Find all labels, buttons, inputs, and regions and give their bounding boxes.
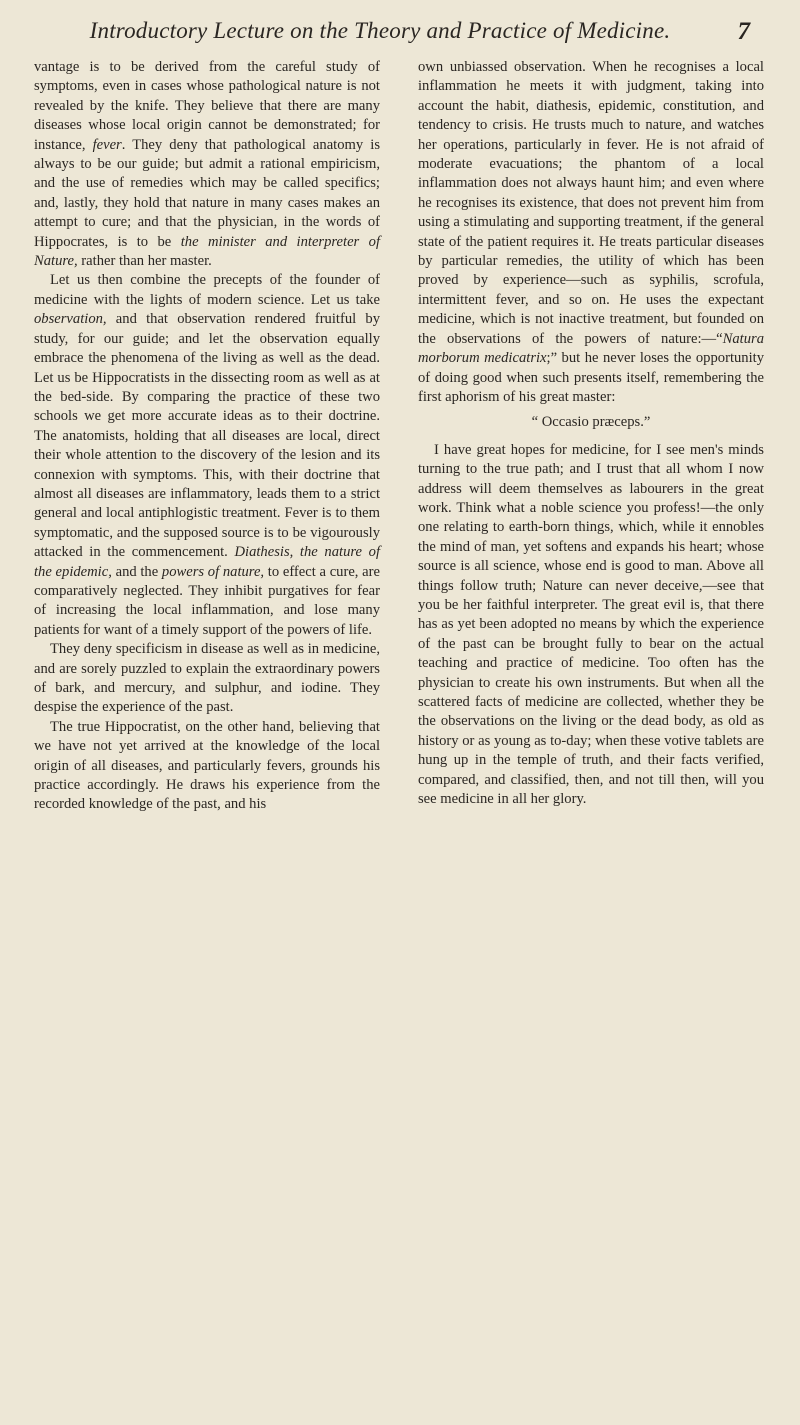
text-run: ;” but he never loses the opportunity of doing good when such presents itself, remembering the first aphorism of his great master: (418, 350, 764, 405)
paragraph: I have great hopes for medicine, for I see men's minds turning to the true path; and I trust that all whom I now address will deem themselves as labourers in the great work. Think what a noble science you profess!—the only one relating to earth-born things, which, while it ennobles the mind of man, yet softens and expands his heart; whose source is all science, whose end is good to man. Above all things follow truth; Nature can never deceive,—see that you be her faithful interpreter. The great evil is, that there has as yet been adopted no means by which the experience of the past can be brought fully to bear on the actual teaching and practice of medicine. Too often has the physician to create his own instruments. But when all the scattered facts of medicine are collected, whether they be the observations on the living or the dead body, as old as history or as young as to-day; when these votive tablets are hung up in the temple of truth, and their facts verified, compared, and classified, then, and not till then, will you see medicine in all her glory. (418, 441, 764, 808)
text-run: and the (111, 563, 162, 580)
running-title: Introductory Lecture on the Theory and Practice of Medicine. (89, 18, 671, 43)
text-run: vantage is to be derived from the careful study of symptoms, even in cases whose pathological nature is not revealed by the knife. They believe that there are many diseases whose local origin cannot be demonstrated; for instance, (34, 59, 380, 153)
text-run: . They deny that pathological anatomy is always to be our guide; but admit a rational empiricism, and the use of remedies which may be called specifics; and, lastly, they hold that nature in many cases makes an attempt to cure; and that the physician, in the words of Hippocrates, is to be (34, 136, 380, 250)
left-column (34, 58, 380, 815)
italic-text: Natura morborum medicatrix (418, 330, 764, 367)
italic-text: Diathesis, the nature of the epidemic, (34, 544, 380, 580)
paragraph (418, 58, 764, 407)
paragraph (34, 58, 380, 271)
aphorism-quote: “ Occasio præceps.” (531, 414, 651, 431)
text-run: Let us then combine the precepts of the founder of medicine with the lights of modern science. Let us take (34, 272, 380, 308)
italic-text: fever (92, 136, 122, 153)
italic-text: the minister and interpreter of Nature, (34, 233, 380, 270)
paragraph: The true Hippocratist, on the other hand, believing that we have not yet arrived at the knowledge of the local origin of all diseases, and particularly fevers, grounds his practice accordingly. He draws his experience from the recorded knowledge of the past, and his (34, 718, 380, 813)
italic-text: observation, (34, 311, 107, 328)
text-run: own unbiassed observation. When he recognises a local inflammation he meets it with judgment, taking into account the habit, diathesis, epidemic, constitution, and tendency to crisis. He trusts much to nature, and watches her operations, particularly in fever. He is not afraid of moderate evacuations; the phantom of a local inflammation does not always haunt him; and even where he recognises its existence, that does not prevent him from using a stimulating and supporting treatment, if the general state of the patient requires it. He treats particular diseases by particular remedies, the utility of which has been proved by experience—such as syphilis, scrofula, intermittent fever, and so on. He uses the expectant medicine, which is not inactive treatment, but founded on the observations of the powers of nature:—“ (418, 59, 764, 347)
text-run: and that observation rendered fruitful by study, for our guide; and let the observation equally embrace the phenomena of the living as well as the dead. Let us be Hippocratists in the dissecting room as well as at the bed-side. By comparing the practice of these two schools we get more accurate ideas as to their doctrine. The anatomists, holding that all diseases are local, direct their whole attention to the discovery of the lesion and its connexion with symptoms. This, with their doctrine that almost all diseases are inflammatory, leads them to a strict general and local antiphlogistic treatment. Fever is to them symptomatic, and the supposed source is to be vigourously attacked in the commencement. (34, 311, 380, 561)
running-head (60, 18, 750, 54)
italic-text: powers of nature, (161, 563, 265, 580)
text-run: to effect a cure, are comparatively neglected. They inhibit purgatives for fear of increasing the local inflammation, and lose many patients for want of a timely support of the powers of life. (34, 563, 380, 638)
paragraph: They deny specificism in disease as well as in medicine, and are sorely puzzled to explain the extraordinary powers of bark, and mercury, and sulphur, and iodine. They despise the experience of the past. (34, 641, 380, 716)
paragraph (34, 271, 380, 640)
text-run: rather than her master. (77, 253, 212, 270)
right-column (418, 58, 764, 809)
page-number: 7 (737, 18, 750, 45)
